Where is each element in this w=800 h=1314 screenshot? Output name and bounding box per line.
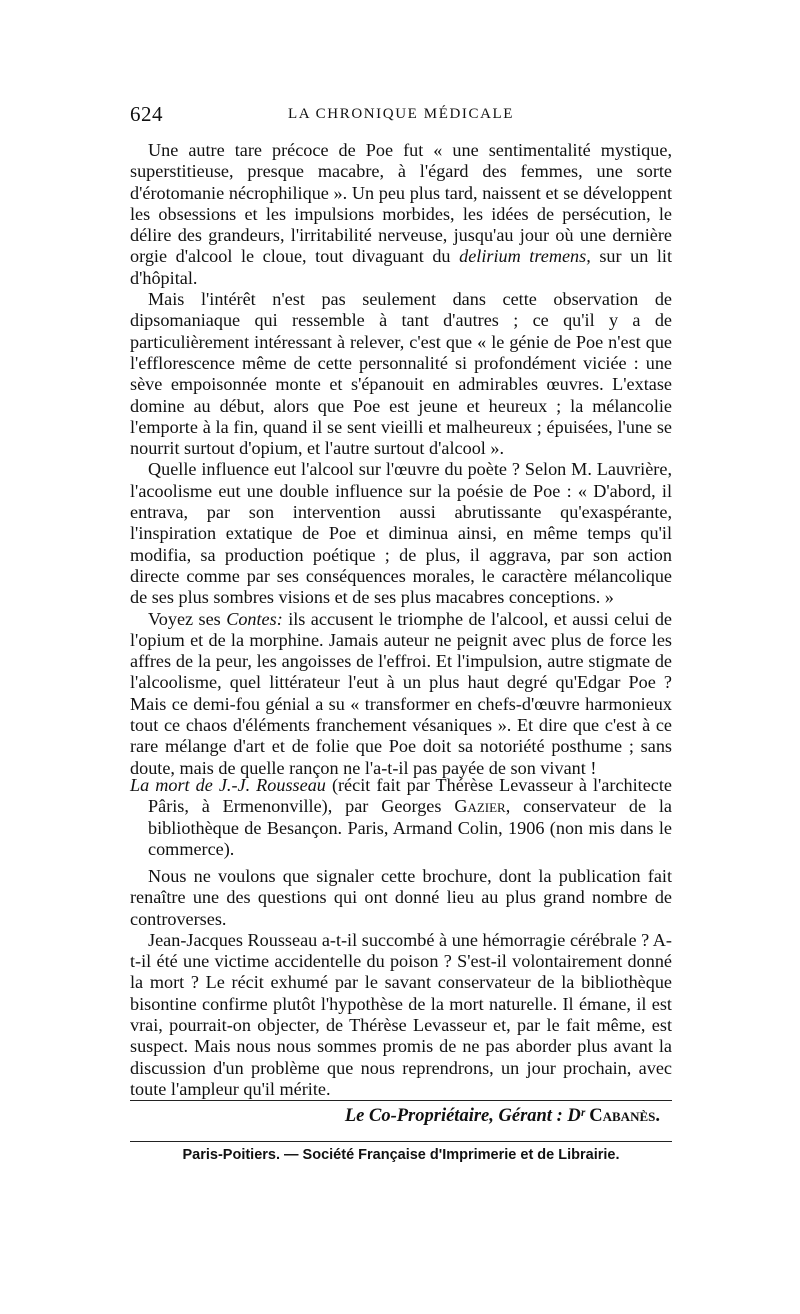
signature-title: Dʳ <box>567 1106 585 1126</box>
citation <box>130 775 672 860</box>
author-name: Gazier <box>454 796 506 817</box>
paragraph: Jean-Jacques Rousseau a-t-il succombé à une hémorragie cérébrale ? A-t-il été une victime accidentelle du poison ? S'est-il volontairement donné la mort ? Le récit exhumé par le savant conservateur de la bibliothèque bisontine confirme plutôt l'hypothèse de la mort naturelle. Il émane, il est vrai, pourrait-on objecter, de Thérèse Levasseur et, par le fait même, est suspect. Mais nous nous sommes promis de ne pas aborder plus avant la discussion d'un problème que nous reprendrons, un jour prochain, avec toute l'ampleur qu'il mérite. <box>130 929 672 1099</box>
signature-role: Le Co-Propriétaire, Gérant : <box>344 1106 563 1126</box>
divider <box>130 1100 672 1101</box>
signature <box>345 1106 660 1127</box>
paragraph: Mais l'intérêt n'est pas seulement dans cette observation de dipsomaniaque qui ressemble à tant d'autres ; ce qu'il y a de particulièrement intéressant à relever, c'est que « le génie de Poe n'est que l'efflorescence même de cette personnalité si profondément viciée : une sève empoisonnée monte et s'épanouit en admirables œuvres. L'extase domine au début, alors que Poe est jeune et heureux ; la mélancolie l'emporte à la fin, quand il se sent vieilli et malheureux ; épuisées, l'une se nourrit surtout d'opium, et l'autre surtout d'alcool ». <box>130 289 672 459</box>
signature-name: Cabanès. <box>589 1106 660 1126</box>
imprint-line: Paris-Poitiers. — Société Française d'Imprimerie et de Librairie. <box>182 1147 620 1163</box>
page-number: 624 <box>130 102 163 126</box>
article-poe <box>130 140 672 779</box>
paragraph-text: Une autre tare précoce de Poe fut « une sentimentalité mystique, superstitieuse, presque macabre, à l'égard des femmes, une sorte d'érotomanie nécrophilique ». Un peu plus tard, naissent et se développent les obsessions et les impulsions morbides, les idées de persécution, le délire des grandeurs, l'irritabilité nerveuse, jusqu'au jour où une dernière orgie d'alcool le cloue, tout divaguant du <box>130 140 672 267</box>
italic-term: delirium tremens, <box>459 246 591 267</box>
italic-term: Contes: <box>226 608 283 629</box>
paragraph: Nous ne voulons que signaler cette brochure, dont la publication fait renaître une des questions qui ont donné lieu au plus grand nombre de controverses. <box>130 866 672 929</box>
paragraph <box>130 140 672 289</box>
book-review-body <box>130 866 672 1100</box>
book-review-citation <box>130 775 672 860</box>
paragraph: Quelle influence eut l'alcool sur l'œuvre du poète ? Selon M. Lauvrière, l'acoolisme eut une double influence sur la poésie de Poe : « D'abord, il entrava, par son intervention aussi abrutissante qu'exaspérante, l'inspiration extatique de Poe et diminua ainsi, en même temps qu'il modifia, sa production poétique ; de plus, il aggrava, par son action directe comme par ses conséquences morales, le caractère mélancolique de ses plus sombres visions et de ses plus macabres conceptions. » <box>130 459 672 608</box>
running-title: LA CHRONIQUE MÉDICALE <box>287 106 515 122</box>
book-title: La mort de J.-J. Rousseau <box>130 775 326 795</box>
citation-text: , conservateur de la bibliothèque de Besançon. Paris, Armand Colin, 1906 (non mis dans le commerce). <box>148 796 672 859</box>
paragraph-text: ils accusent le triomphe de l'alcool, et aussi celui de l'opium et de la morphine. Jamais auteur ne peignit avec plus de force les affres de la peur, les angoisses de l'effroi. Et l'impulsion, autre stigmate de l'alcoolisme, quel littérateur l'eut à un plus haut degré qu'Edgar Poe ? Mais ce demi-fou génial a su « transformer en chefs-d'œuvre harmonieux tout ce chaos d'éléments franchement vésaniques ». Et dire que c'est à ce rare mélange d'art et de folie que Poe doit sa notoriété posthume ; sans doute, mais de quelle rançon ne l'a-t-il pas payée de son vivant ! <box>130 608 673 778</box>
paragraph <box>130 609 672 779</box>
citation-text: (récit fait par Thérèse Levasseur à l'architecte Pâris, à Ermenonville), par Georges <box>148 775 673 817</box>
page-header <box>130 102 672 128</box>
divider <box>130 1141 672 1142</box>
paragraph-text: sur un lit d'hôpital. <box>130 246 673 288</box>
paragraph-text: Voyez ses <box>148 608 221 629</box>
